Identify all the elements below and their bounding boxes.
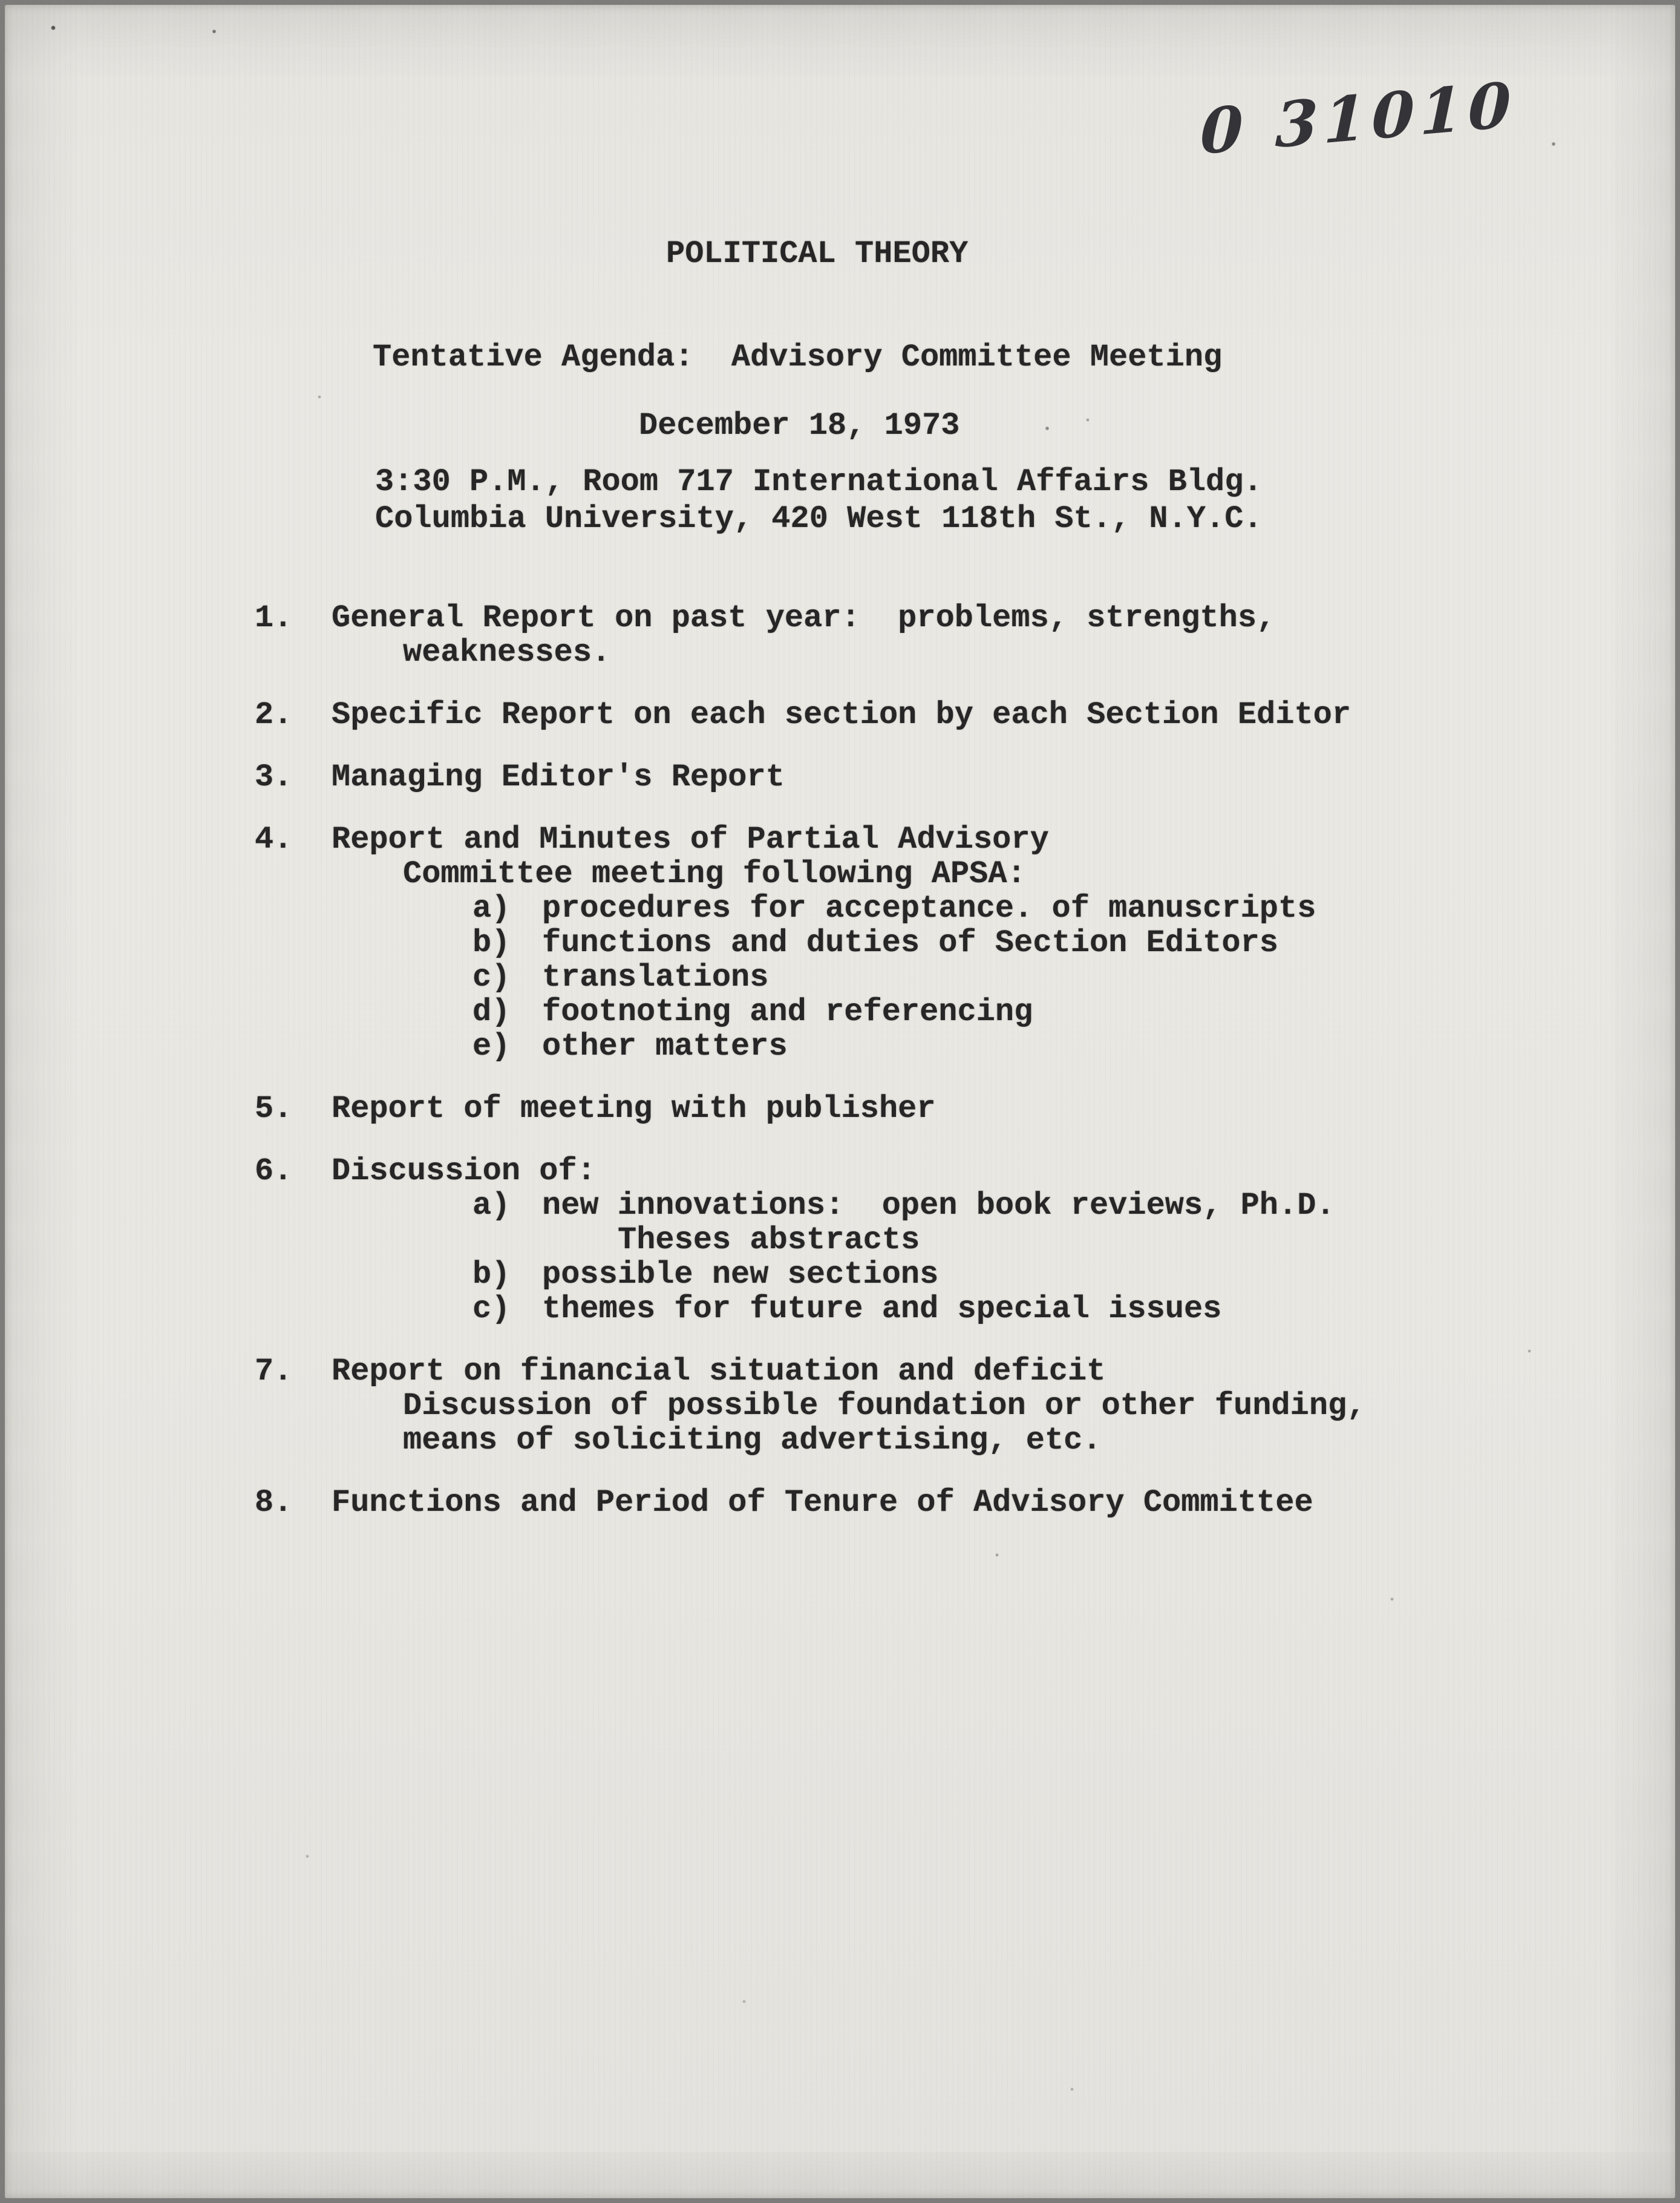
item-text: Committee meeting following APSA: xyxy=(403,856,1026,892)
agenda-item-6c xyxy=(255,1292,1590,1326)
item-number: 2. xyxy=(255,697,293,733)
item-text: Report of meeting with publisher xyxy=(332,1091,936,1127)
item-number: 5. xyxy=(255,1091,293,1127)
address-line-2: Columbia University, 420 West 118th St., N.Y.C. xyxy=(375,501,1263,537)
agenda-item-7-cont-2 xyxy=(255,1423,1590,1458)
sub-item-text: translations xyxy=(542,960,769,995)
agenda-item-4b xyxy=(255,926,1590,960)
agenda-item-1-cont xyxy=(255,635,1590,670)
item-text: Specific Report on each section by each Section Editor xyxy=(332,697,1352,733)
sub-item-letter: a) xyxy=(472,891,511,926)
sub-item-letter: c) xyxy=(472,1291,511,1327)
item-text: Report and Minutes of Partial Advisory xyxy=(332,822,1049,857)
sub-item-letter: e) xyxy=(472,1029,511,1064)
agenda-item-4a xyxy=(255,891,1590,926)
address-line-1: 3:30 P.M., Room 717 International Affairs Bldg. xyxy=(375,464,1263,500)
item-text: Functions and Period of Tenure of Advisory Committee xyxy=(332,1485,1313,1520)
agenda-item-3 xyxy=(255,760,1590,794)
sub-item-letter: d) xyxy=(472,994,511,1030)
agenda-subtitle: Tentative Agenda: Advisory Committee Meeting xyxy=(373,339,1223,375)
sub-item-text: Theses abstracts xyxy=(618,1222,920,1258)
agenda-item-6a xyxy=(255,1188,1590,1223)
meeting-address xyxy=(375,463,1263,537)
document-title: POLITICAL THEORY xyxy=(666,236,969,272)
item-text: weaknesses. xyxy=(403,635,611,670)
item-text: Discussion of: xyxy=(332,1153,596,1189)
sub-item-text: possible new sections xyxy=(542,1257,939,1292)
item-text: means of soliciting advertising, etc. xyxy=(403,1422,1102,1458)
sub-item-text: functions and duties of Section Editors xyxy=(542,925,1278,961)
sub-item-letter: b) xyxy=(472,1257,511,1292)
agenda-item-4d xyxy=(255,995,1590,1029)
sub-item-letter: c) xyxy=(472,960,511,995)
agenda-item-4e xyxy=(255,1029,1590,1064)
agenda-item-6a-cont xyxy=(255,1223,1590,1257)
item-number: 7. xyxy=(255,1354,293,1389)
item-number: 1. xyxy=(255,600,293,636)
sub-item-text: procedures for acceptance. of manuscripts xyxy=(542,891,1316,926)
item-number: 6. xyxy=(255,1153,293,1189)
sub-item-letter: a) xyxy=(472,1188,511,1223)
item-text: Report on financial situation and deficit xyxy=(332,1354,1106,1389)
sub-item-text: themes for future and special issues xyxy=(542,1291,1222,1327)
item-number: 8. xyxy=(255,1485,293,1520)
item-text: Managing Editor's Report xyxy=(332,759,785,795)
agenda-item-6b xyxy=(255,1257,1590,1292)
item-text: General Report on past year: problems, strengths, xyxy=(332,600,1276,636)
agenda-item-8 xyxy=(255,1485,1590,1520)
agenda-list xyxy=(255,573,1590,1520)
item-number: 4. xyxy=(255,822,293,857)
agenda-item-4-cont xyxy=(255,857,1590,891)
agenda-item-4 xyxy=(255,822,1590,857)
agenda-item-6 xyxy=(255,1154,1590,1188)
sub-item-text: footnoting and referencing xyxy=(542,994,1033,1030)
agenda-item-7-cont-1 xyxy=(255,1389,1590,1423)
agenda-item-4c xyxy=(255,960,1590,995)
sub-item-letter: b) xyxy=(472,925,511,961)
meeting-date: December 18, 1973 xyxy=(639,408,960,444)
agenda-item-2 xyxy=(255,698,1590,732)
agenda-item-7 xyxy=(255,1354,1590,1389)
agenda-item-1 xyxy=(255,601,1590,635)
handwritten-code: 0 31010 xyxy=(1199,68,1517,169)
item-number: 3. xyxy=(255,759,293,795)
agenda-item-5 xyxy=(255,1092,1590,1126)
sub-item-text: new innovations: open book reviews, Ph.D. xyxy=(542,1188,1335,1223)
document-sheet xyxy=(5,5,1675,2198)
sub-item-text: other matters xyxy=(542,1029,788,1064)
item-text: Discussion of possible foundation or other funding, xyxy=(403,1388,1366,1424)
